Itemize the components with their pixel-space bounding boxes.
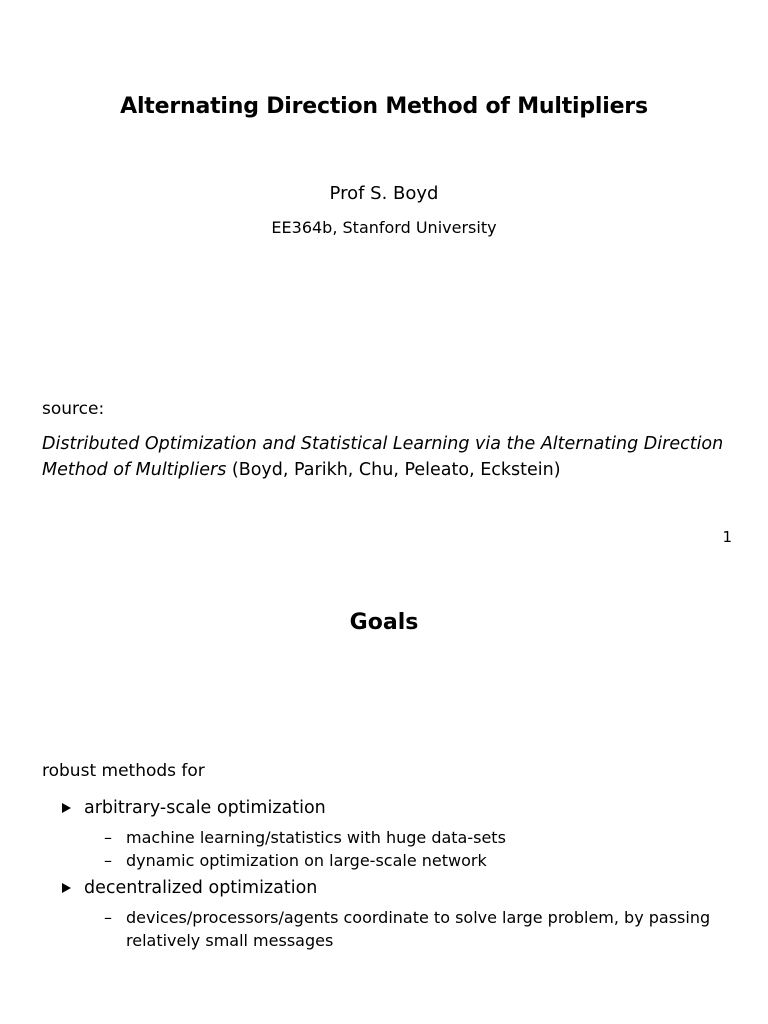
source-authors: (Boyd, Parikh, Chu, Peleato, Eckstein) (226, 460, 561, 480)
bullet-item (62, 878, 317, 898)
sub-item (104, 826, 734, 849)
author-name: Prof S. Boyd (329, 183, 439, 204)
affiliation: EE364b, Stanford University (271, 218, 497, 237)
bullet-item (62, 798, 326, 818)
bullet-label: arbitrary-scale optimization (84, 798, 326, 818)
sub-item (104, 906, 734, 952)
bullet-label: decentralized optimization (84, 878, 318, 898)
sub-item-text: dynamic optimization on large-scale network (126, 851, 487, 870)
goals-title: Goals (349, 610, 419, 635)
triangle-bullet-icon (62, 883, 71, 893)
sub-item-text: machine learning/statistics with huge data-sets (126, 828, 506, 847)
source-label: source: (42, 399, 105, 419)
sub-item (104, 849, 734, 872)
dash-marker: – (104, 908, 112, 927)
slide-title: Alternating Direction Method of Multipliers (120, 94, 648, 119)
source-reference (42, 431, 732, 483)
dash-marker: – (104, 828, 112, 847)
dash-marker: – (104, 851, 112, 870)
intro-text: robust methods for (42, 761, 205, 781)
triangle-bullet-icon (62, 803, 71, 813)
sub-item-text: devices/processors/agents coordinate to solve large problem, by passing relatively small messages (126, 908, 711, 950)
page-number: 1 (722, 528, 732, 546)
source-title: Distributed Optimization and Statistical Learning via the Alternating Direction Method of Multipliers (42, 434, 724, 480)
